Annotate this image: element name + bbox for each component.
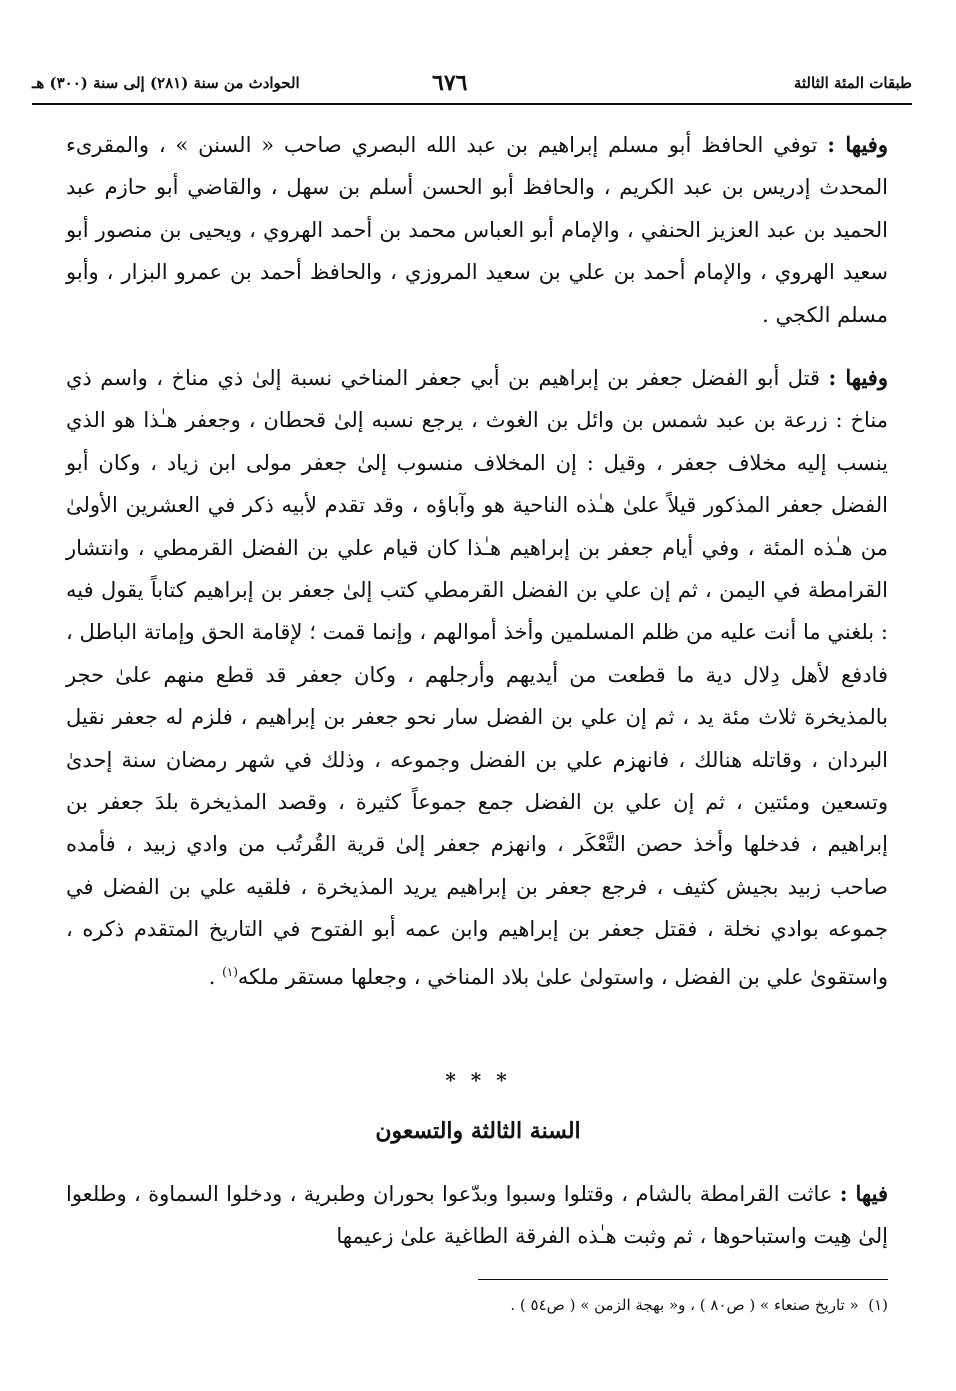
- paragraph-text: عاثت القرامطة بالشام ، وقتلوا وسبوا وبدّعوا بحوران وطبرية ، ودخلوا السماوة ، وطلعوا إلىٰ هِيت واستباحوها ، ثم وثبت هـٰذه الفرقة الطاغية علىٰ زعيمها: [66, 1182, 888, 1249]
- paragraph-end: .: [208, 964, 223, 989]
- running-head: [32, 70, 912, 100]
- section-range: الحوادث من سنة (٢٨١) إلى سنة (٣٠٠) هـ: [32, 74, 300, 92]
- footnote-number: (١): [868, 1296, 888, 1314]
- paragraph-jafar: [66, 357, 888, 998]
- paragraph-text: قتل أبو الفضل جعفر بن إبراهيم بن أبي جعفر المناخي نسبة إلىٰ ذي مناخ ، واسم ذي مناخ : زرعة بن عبد شمس بن وائل بن الغوث ، يرجع نسبه إلىٰ قحطان ، وجعفر هـٰذا هو الذي ينسب إليه مخلاف جعفر ، وقيل : إن المخلاف منسوب إلىٰ جعفر مولى ابن زياد ، وكان أبو الفضل جعفر المذكور قيلاً علىٰ هـٰذه الناحية هو وآباؤه ، وقد تقدم لأبيه ذكر في العشرين الأولىٰ من هـٰذه المئة ، وفي أيام جعفر بن إبراهيم هـٰذا كان قيام علي بن الفضل القرمطي ، وانتشار القرامطة في اليمن ، ثم إن علي بن الفضل القرمطي كتب إلىٰ جعفر بن إبراهيم كتاباً يقول فيه : بلغني ما أنت عليه من ظلم المسلمين وأخذ أموالهم ، وإنما قمت ؛ لإقامة الحق وإماتة الباطل ، فادفع لأهل دِلال دية ما قطعت من أيديهم وأرجلهم ، وكان جعفر قد قطع منهم علىٰ حجر بالمذيخرة ثلاث مئة يد ، ثم إن علي بن الفضل سار نحو جعفر بن إبراهيم ، فلزم له جعفر نقيل البردان ، وقاتله هنالك ، فانهزم علي بن الفضل وجموعه ، وذلك في شهر رمضان سنة إحدىٰ وتسعين ومئتين ، ثم إن علي بن الفضل جمع جموعاً كثيرة ، وقصد المذيخرة بلدَ جعفر بن إبراهيم ، فدخلها وأخذ حصن التَّعْكَر ، وانهزم جعفر إلىٰ قرية القُرتُب من وادي زبيد ، فأمده صاحب زبيد بجيش كثيف ، فرجع جعفر بن إبراهيم يريد المذيخرة ، فلقيه علي بن الفضل في جموعه بوادي نخلة ، فقتل جعفر بن إبراهيم وابن عمه أبو الفتوح في التاريخ المتقدم ذكره ، واستقوىٰ علي بن الفضل ، واستولىٰ علىٰ بلاد المناخي ، وجعلها مستقر ملكه: [66, 366, 888, 989]
- paragraph-lead: فيها :: [839, 1181, 888, 1206]
- page-number: ٦٧٦: [432, 70, 468, 96]
- paragraph-lead: وفيها :: [828, 365, 888, 390]
- paragraph-text: توفي الحافظ أبو مسلم إبراهيم بن عبد الله البصري صاحب « السنن » ، والمقرىء المحدث إدريس بن عبد الكريم ، والحافظ أبو الحسن أسلم بن سهل ، والقاضي أبو حازم عبد الحميد بن عبد العزيز الحنفي ، والإمام أبو العباس محمد بن أحمد الهروي ، ويحيى بن منصور أبو سعيد الهروي ، والإمام أحمد بن علي بن سعيد المروزي ، والحافظ أحمد بن عمرو البزار ، وأبو مسلم الكجي .: [66, 133, 888, 327]
- section-title: السنة الثالثة والتسعون: [375, 1118, 581, 1144]
- footnote: [66, 1290, 888, 1320]
- section-separator: * * *: [445, 1068, 511, 1092]
- footnote-divider: [478, 1279, 888, 1280]
- paragraph-qarmatians: [66, 1173, 888, 1258]
- footnote-text: « تاريخ صنعاء » ( ص٨٠ ) ، و« بهجة الزمن » ( ص٥٤ ) .: [510, 1296, 859, 1314]
- paragraph-lead: وفيها :: [827, 132, 888, 157]
- book-title: طبقات المئة الثالثة: [793, 74, 912, 92]
- header-divider: [32, 103, 912, 105]
- paragraph-deaths: [66, 124, 888, 336]
- footnote-reference[interactable]: (١): [222, 964, 238, 979]
